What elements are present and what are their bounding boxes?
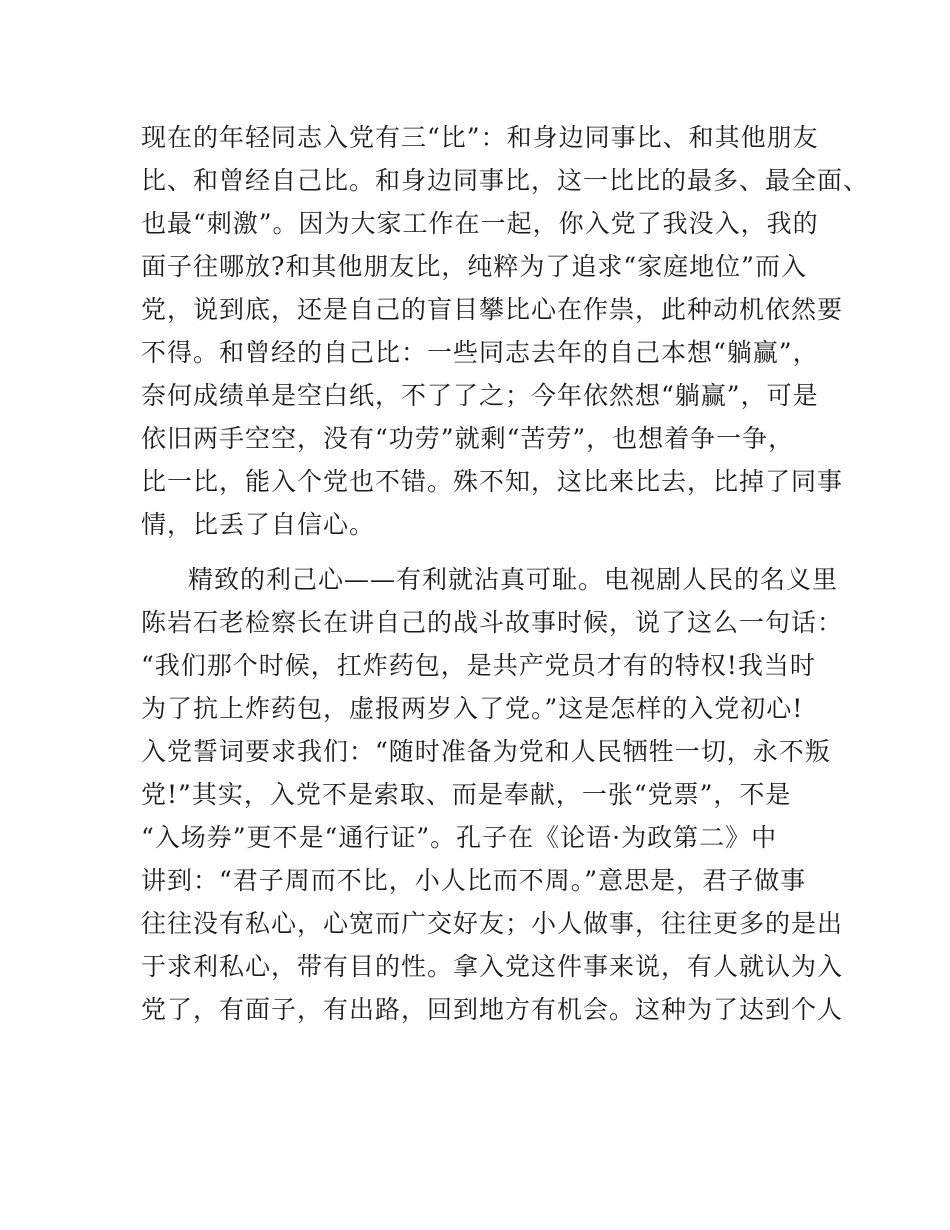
paragraph-2-line-10: 于求利私心，带有目的性。拿入党这件事来说，有人就认为入 <box>141 952 844 981</box>
paragraph-2-line-11: 党了，有面子，有出路，回到地方有机会。这种为了达到个人 <box>141 995 844 1024</box>
paragraph-2-line-1: 精致的利己心——有利就沾真可耻。电视剧人民的名义里 <box>188 565 839 594</box>
paragraph-1-line-6: 不得。和曾经的自己比：一些同志去年的自己本想“躺赢”， <box>141 338 819 367</box>
paragraph-2-line-3: “我们那个时候，扛炸药包，是共产党员才有的特权!我当时 <box>141 651 816 680</box>
paragraph-1-line-10: 情，比丢了自信心。 <box>141 510 376 539</box>
paragraph-1-line-9: 比一比，能入个党也不错。殊不知，这比来比去，比掉了同事 <box>141 467 844 496</box>
paragraph-2-line-8: 讲到：“君子周而不比，小人比而不周。”意思是，君子做事 <box>141 866 807 895</box>
paragraph-2-line-9: 往往没有私心，心宽而广交好友；小人做事，往往更多的是出 <box>141 909 844 938</box>
paragraph-2-line-4: 为了抗上炸药包，虚报两岁入了党。”这是怎样的入党初心! <box>141 694 804 723</box>
paragraph-1-line-8: 依旧两手空空，没有“功劳”就剩“苦劳”，也想着争一争， <box>141 424 795 453</box>
paragraph-2-line-2: 陈岩石老检察长在讲自己的战斗故事时候，说了这么一句话： <box>141 608 844 637</box>
paragraph-1-line-1: 现在的年轻同志入党有三“比”：和身边同事比、和其他朋友 <box>141 123 819 152</box>
paragraph-1-line-2: 比、和曾经自己比。和身边同事比，这一比比的最多、最全面、 <box>141 166 870 195</box>
paragraph-2-line-7: “入场券”更不是“通行证”。孔子在《论语·为政第二》中 <box>141 823 778 852</box>
paragraph-1-line-7: 奈何成绩单是空白纸，不了了之；今年依然想“躺赢”，可是 <box>141 381 819 410</box>
paragraph-1-line-5: 党，说到底，还是自己的盲目攀比心在作祟，此种动机依然要 <box>141 295 844 324</box>
paragraph-1-line-3: 也最“刺激”。因为大家工作在一起，你入党了我没入，我的 <box>141 209 819 238</box>
paragraph-1-line-4: 面子往哪放?和其他朋友比，纯粹为了追求“家庭地位”而入 <box>141 252 807 281</box>
paragraph-2-line-5: 入党誓词要求我们：“随时准备为党和人民牺牲一切，永不叛 <box>141 737 831 766</box>
paragraph-2-line-6: 党!”其实，入党不是索取、而是奉献，一张“党票”，不是 <box>141 780 792 809</box>
